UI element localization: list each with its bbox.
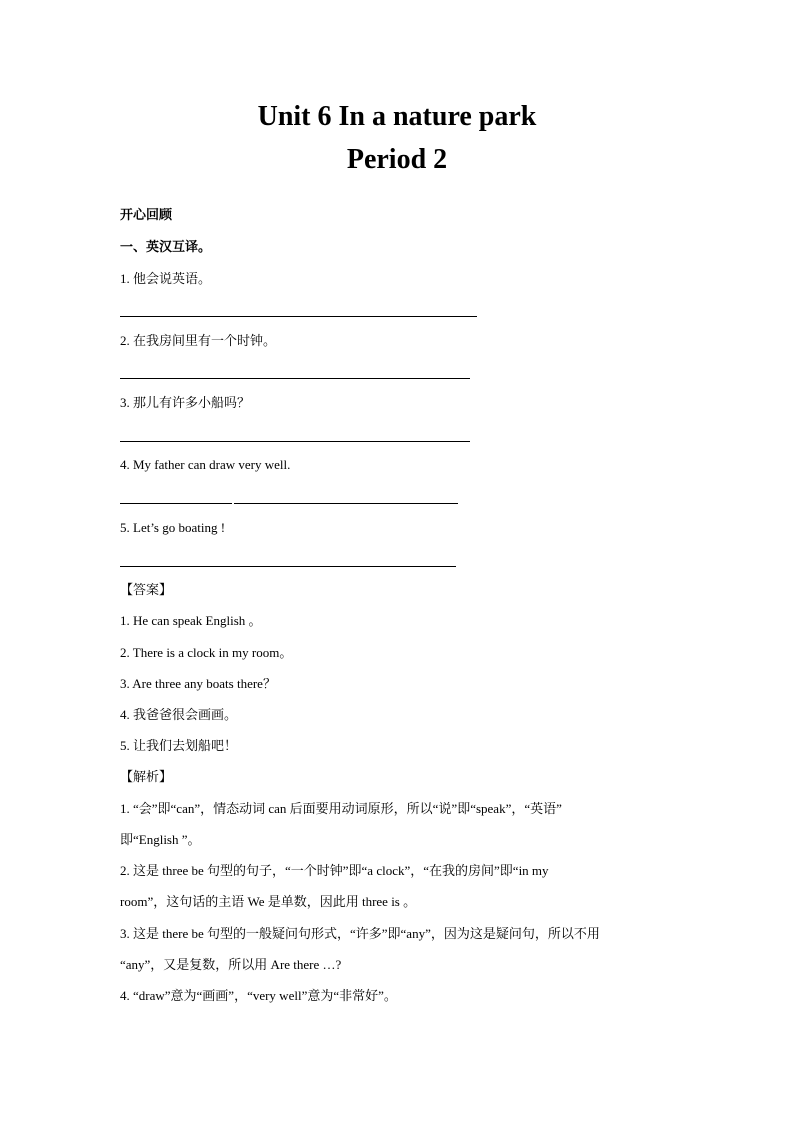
analysis-line: 2. 这是 three be 句型的句子，“一个时钟”即“a clock”，“在我的房间”即“in my	[120, 863, 549, 878]
question-1: 1. 他会说英语。	[120, 271, 212, 286]
answer-blank-3	[120, 441, 470, 442]
analysis-line: 4. “draw”意为“画画”，“very well”意为“非常好”。	[120, 988, 397, 1003]
analysis-line: 3. 这是 there be 句型的一般疑问句形式，“许多”即“any”，因为这是疑问句，所以不用	[120, 926, 600, 941]
question-3: 3. 那儿有许多小船吗？	[120, 395, 251, 410]
answer-blank-1	[120, 316, 477, 317]
analysis-heading: 【解析】	[120, 769, 173, 784]
answer-5: 5. 让我们去划船吧！	[120, 738, 238, 753]
question-5: 5. Let’s go boating !	[120, 520, 226, 535]
review-heading: 开心回顾	[120, 207, 173, 222]
analysis-line: room”，这句话的主语 We 是单数，因此用 three is 。	[120, 894, 417, 909]
document-subtitle: Period 2	[346, 144, 448, 175]
analysis-line: “any”，又是复数，所以用 Are there …?	[120, 957, 342, 972]
document-title: Unit 6 In a nature park	[257, 101, 537, 132]
analysis-line: 即“English ”。	[120, 832, 201, 847]
answer-heading: 【答案】	[120, 582, 173, 597]
analysis-line: 1. “会”即“can”，情态动词 can 后面要用动词原形，所以“说”即“speak”，“英语”	[120, 801, 562, 816]
answer-blank-4a	[120, 503, 232, 504]
answer-3: 3. Are three any boats there？	[120, 676, 276, 691]
answer-blank-4b	[234, 503, 458, 504]
answer-2: 2. There is a clock in my room。	[120, 645, 293, 660]
answer-blank-2	[120, 378, 470, 379]
answer-1: 1. He can speak English 。	[120, 613, 262, 628]
answer-blank-5	[120, 566, 456, 567]
part1-heading: 一、英汉互译。	[120, 239, 212, 254]
answer-4: 4. 我爸爸很会画画。	[120, 707, 238, 722]
question-2: 2. 在我房间里有一个时钟。	[120, 333, 277, 348]
question-4: 4. My father can draw very well.	[120, 457, 291, 472]
